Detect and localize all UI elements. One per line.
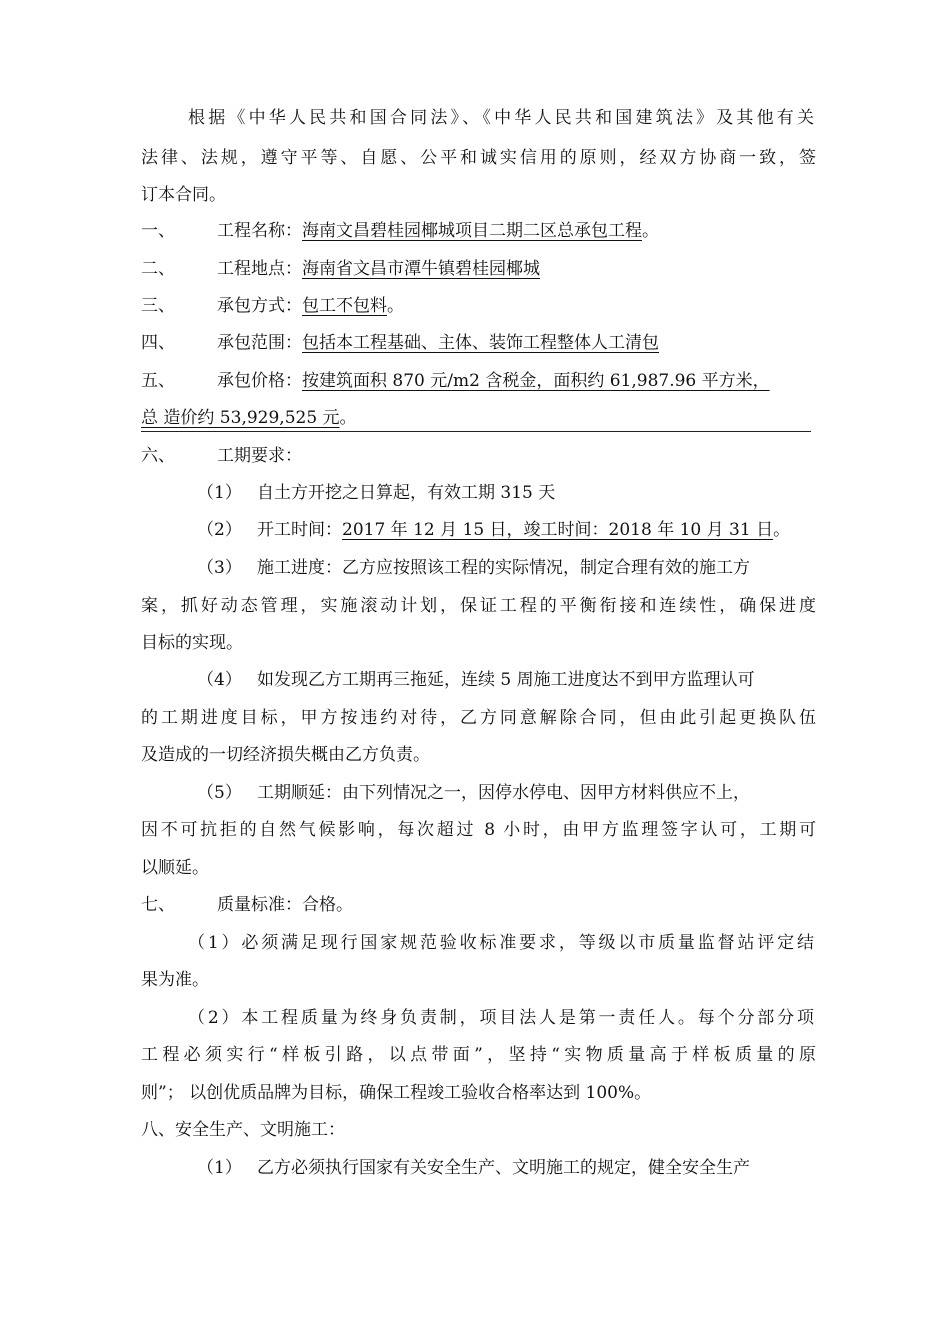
schedule-item-3-number: （3） bbox=[197, 558, 242, 578]
schedule-item-3-line-1: 施工进度：乙方应按照该工程的实际情况，制定合理有效的施工方 bbox=[257, 558, 750, 578]
safety-item-1-number: （1） bbox=[197, 1158, 242, 1178]
intro-line-3: 订本合同。 bbox=[141, 185, 226, 205]
quality-item-2-line-3: 则”； 以创优质品牌为目标，确保工程竣工验收合格率达到 100%。 bbox=[141, 1083, 652, 1103]
article-2-number: 二、 bbox=[141, 259, 175, 279]
contract-price-line-1: 按建筑面积 870 元/m2 含税金，面积约 61,987.96 平方米， bbox=[302, 371, 770, 391]
contract-price-line-2: 总 造价约 53,929,525 元 bbox=[141, 408, 340, 428]
contract-scope: 包括本工程基础、主体、装饰工程整体人工清包 bbox=[302, 333, 659, 353]
safety-item-1 bbox=[197, 1153, 814, 1183]
article-4 bbox=[141, 328, 816, 358]
quality-item-2-line-1: （2）本工程质量为终身负责制，项目法人是第一责任人。每个分部分项 bbox=[188, 1008, 814, 1028]
start-time-label: 开工时间： bbox=[257, 520, 342, 540]
schedule-item-3-line-3: 目标的实现。 bbox=[141, 633, 243, 653]
article-2-content bbox=[217, 254, 540, 284]
schedule-item-4-line-1: 如发现乙方工期再三拖延，连续 5 周施工进度达不到甲方监理认可 bbox=[257, 670, 755, 690]
horizontal-rule bbox=[141, 431, 811, 432]
article-3-number: 三、 bbox=[141, 296, 175, 316]
quality-item-1-line-1: （1）必须满足现行国家规范验收标准要求，等级以市质量监督站评定结 bbox=[188, 933, 814, 953]
article-5-continued bbox=[141, 403, 816, 433]
quality-item-1-line-2: 果为准。 bbox=[141, 970, 209, 990]
article-5-tail: 。 bbox=[339, 408, 357, 428]
article-6 bbox=[141, 441, 816, 471]
article-8-heading: 八、安全生产、文明施工： bbox=[141, 1120, 345, 1140]
schedule-item-5-number: （5） bbox=[197, 783, 242, 803]
article-5-content bbox=[217, 366, 770, 396]
article-1-label: 工程名称： bbox=[217, 221, 302, 241]
article-7-number: 七、 bbox=[141, 895, 175, 915]
article-5-label: 承包价格： bbox=[217, 371, 302, 391]
intro-line-2: 法律、法规，遵守平等、自愿、公平和诚实信用的原则，经双方协商一致，签 bbox=[141, 148, 816, 168]
schedule-item-5 bbox=[197, 778, 814, 808]
article-3-content bbox=[217, 291, 404, 321]
start-date: 2017 年 12 月 15 日， bbox=[342, 520, 524, 540]
article-4-content bbox=[217, 328, 659, 358]
article-4-label: 承包范围： bbox=[217, 333, 302, 353]
article-6-number: 六、 bbox=[141, 446, 175, 466]
schedule-item-4 bbox=[197, 665, 814, 695]
schedule-item-1 bbox=[197, 478, 814, 508]
schedule-item-4-number: （4） bbox=[197, 670, 242, 690]
schedule-item-3 bbox=[197, 553, 814, 583]
schedule-item-4-line-3: 及造成的一切经济损失概由乙方负责。 bbox=[141, 745, 430, 765]
article-3-label: 承包方式： bbox=[217, 296, 302, 316]
article-1-content bbox=[217, 216, 659, 246]
article-5-number: 五、 bbox=[141, 371, 175, 391]
article-6-label: 工期要求： bbox=[217, 446, 302, 466]
schedule-item-2 bbox=[197, 515, 814, 545]
schedule-item-2-text bbox=[257, 515, 790, 545]
schedule-item-5-line-1: 工期顺延：由下列情况之一，因停水停电、因甲方材料供应不上， bbox=[257, 783, 750, 803]
article-5 bbox=[141, 366, 816, 396]
schedule-item-1-text: 自土方开挖之日算起，有效工期 315 天 bbox=[257, 483, 556, 503]
end-time-label: 竣工时间： bbox=[523, 520, 609, 540]
schedule-item-2-tail: 。 bbox=[773, 520, 791, 540]
article-3-tail: 。 bbox=[387, 296, 404, 316]
schedule-item-3-line-2: 案，抓好动态管理，实施滚动计划，保证工程的平衡衔接和连续性，确保进度 bbox=[141, 596, 816, 616]
contract-mode: 包工不包料 bbox=[302, 296, 387, 316]
article-4-number: 四、 bbox=[141, 333, 175, 353]
article-7 bbox=[141, 890, 816, 920]
project-name: 海南文昌碧桂园椰城项目二期二区总承包工程 bbox=[302, 221, 642, 241]
article-3 bbox=[141, 291, 816, 321]
article-1-number: 一、 bbox=[141, 221, 175, 241]
schedule-item-5-line-2: 因不可抗拒的自然气候影响，每次超过 8 小时，由甲方监理签字认可，工期可 bbox=[141, 820, 816, 840]
article-2 bbox=[141, 254, 816, 284]
article-1-tail: 。 bbox=[642, 221, 659, 241]
schedule-item-2-number: （2） bbox=[197, 520, 242, 540]
quality-item-2-line-2: 工程必须实行“样板引路，以点带面”，坚持“实物质量高于样板质量的原 bbox=[141, 1045, 816, 1065]
article-2-label: 工程地点： bbox=[217, 259, 302, 279]
schedule-item-5-line-3: 以顺延。 bbox=[141, 858, 209, 878]
intro-line-1: 根据《中华人民共和国合同法》、《中华人民共和国建筑法》及其他有关 bbox=[188, 108, 814, 128]
end-date: 2018 年 10 月 31 日 bbox=[608, 520, 774, 540]
safety-item-1-text: 乙方必须执行国家有关安全生产、文明施工的规定，健全安全生产 bbox=[257, 1158, 750, 1178]
project-location: 海南省文昌市潭牛镇碧桂园椰城 bbox=[302, 259, 540, 279]
article-1 bbox=[141, 216, 816, 246]
schedule-item-4-line-2: 的工期进度目标，甲方按违约对待，乙方同意解除合同，但由此引起更换队伍 bbox=[141, 708, 816, 728]
article-7-label: 质量标准：合格。 bbox=[217, 895, 353, 915]
schedule-item-1-number: （1） bbox=[197, 483, 242, 503]
